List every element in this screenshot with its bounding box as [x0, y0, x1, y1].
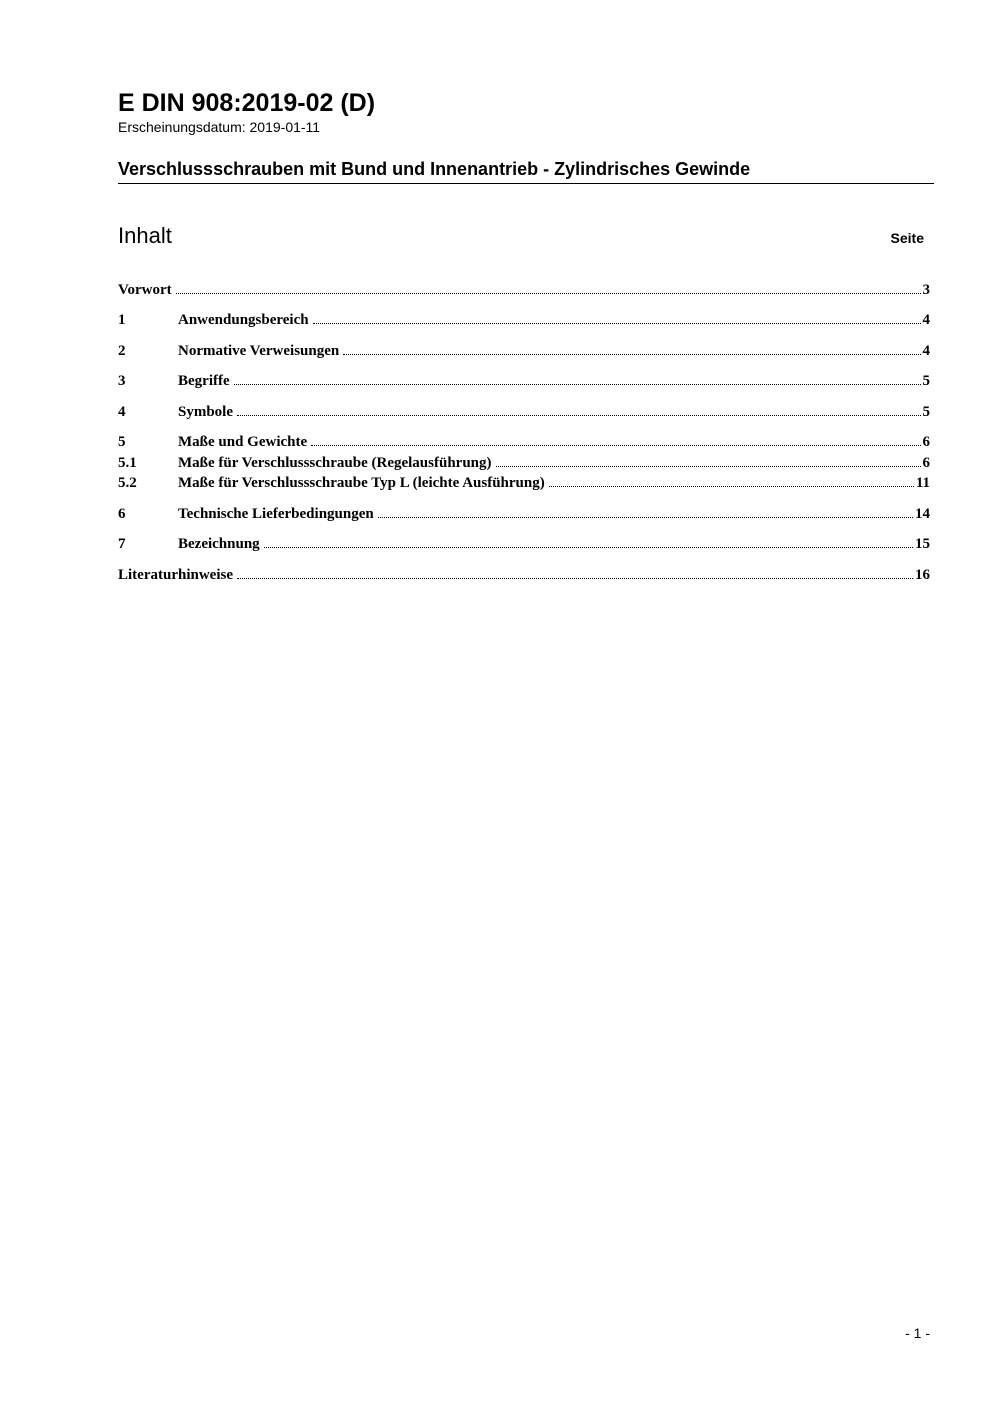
toc-entry-label: Begriffe: [178, 373, 230, 389]
toc-entry-number: 2: [118, 343, 126, 359]
toc-entry-number: 7: [118, 536, 126, 552]
toc-entry-label: Anwendungsbereich: [178, 312, 309, 328]
toc-dot-leader: [264, 546, 913, 548]
toc-dot-leader: [313, 322, 921, 324]
toc-entry-page: 4: [922, 312, 930, 328]
toc-entry-number: 6: [118, 506, 126, 522]
toc-entry-label: Vorwort: [118, 282, 172, 298]
toc-dot-leader: [343, 353, 920, 355]
toc-entry-label: Technische Lieferbedingungen: [178, 506, 374, 522]
toc-entry-page: 6: [922, 434, 930, 450]
toc-entry-page: 5: [922, 373, 930, 389]
toc-dot-leader: [176, 292, 921, 294]
toc-entry-page: 3: [922, 282, 930, 298]
toc-entry-5-1[interactable]: [118, 453, 930, 473]
document-title: Verschlussschrauben mit Bund und Innenantrieb - Zylindrisches Gewinde: [118, 158, 934, 184]
toc-entry-number: 5.2: [118, 475, 137, 491]
toc-dot-leader: [237, 414, 920, 416]
toc-entry-1[interactable]: [118, 310, 930, 330]
toc-entry-number: 4: [118, 404, 126, 420]
toc-entry-literaturhinweise[interactable]: [118, 565, 930, 585]
toc-entry-label: Symbole: [178, 404, 234, 420]
toc-entry-number: 5: [118, 434, 126, 450]
toc-entry-page: 16: [915, 567, 930, 583]
toc-entry-page: 15: [915, 536, 930, 552]
toc-entry-3[interactable]: [118, 371, 930, 391]
toc-entry-2[interactable]: [118, 341, 930, 361]
toc-dot-leader: [496, 465, 921, 467]
toc-entry-label: Maße für Verschlussschraube (Regelausführung): [178, 455, 492, 471]
toc-entry-number: 1: [118, 312, 126, 328]
toc-entry-5-2[interactable]: [118, 473, 930, 493]
toc-dot-leader: [378, 516, 913, 518]
toc-entry-page: 11: [915, 475, 930, 491]
toc-dot-leader: [237, 577, 913, 579]
toc-entry-5[interactable]: [118, 432, 930, 452]
toc-heading: Inhalt: [118, 223, 172, 248]
toc-dot-leader: [311, 444, 920, 446]
page-number: - 1 -: [905, 1325, 930, 1341]
toc-entry-label: Normative Verweisungen: [178, 343, 340, 359]
toc-entry-label: Maße für Verschlussschraube Typ L (leichte Ausführung): [178, 475, 545, 491]
toc-entry-page: 5: [922, 404, 930, 420]
toc-entry-6[interactable]: [118, 504, 930, 524]
toc-dot-leader: [549, 485, 914, 487]
toc-entry-label: Literaturhinweise: [118, 567, 233, 583]
toc-dot-leader: [234, 383, 921, 385]
release-date: Erscheinungsdatum: 2019-01-11: [118, 119, 321, 135]
document-id: E DIN 908:2019-02 (D): [118, 89, 376, 117]
toc-entry-number: 3: [118, 373, 126, 389]
toc-entry-page: 14: [915, 506, 930, 522]
toc-entry-4[interactable]: [118, 402, 930, 422]
document-header: [118, 88, 934, 136]
toc-entry-page: 6: [922, 455, 930, 471]
toc-entry-label: Bezeichnung: [178, 536, 260, 552]
toc-entry-page: 4: [922, 343, 930, 359]
toc-entry-7[interactable]: [118, 534, 930, 554]
toc-entry-vorwort[interactable]: [118, 280, 930, 300]
toc-entry-label: Maße und Gewichte: [178, 434, 308, 450]
toc-entry-number: 5.1: [118, 455, 137, 471]
toc-page-column-label: Seite: [890, 230, 924, 246]
